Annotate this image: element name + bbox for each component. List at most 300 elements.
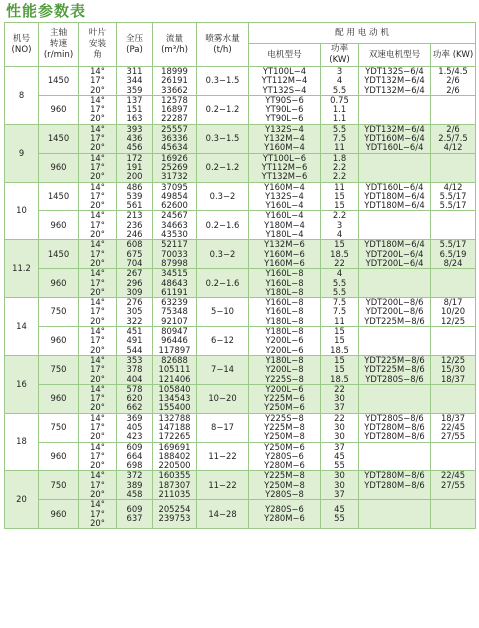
motor-model-cell-value: YT100L−4	[262, 66, 307, 76]
power-cell-value: 15	[334, 364, 345, 375]
dual-model-cell	[359, 211, 431, 240]
page-title: 性能参数表	[6, 2, 87, 20]
flow-cell	[153, 298, 197, 327]
pressure-cell	[117, 384, 153, 413]
dual-model-cell-value	[359, 443, 430, 452]
motor-model-cell-value: Y132S−4	[265, 190, 304, 201]
dual-power-cell-value	[431, 514, 475, 523]
angle-cell	[79, 269, 117, 298]
motor-model-cell-value: YT112M−4	[261, 75, 308, 86]
dual-model-cell-value	[359, 461, 430, 470]
machine-no: 11.2	[5, 240, 39, 298]
pressure-cell-value: 305	[126, 306, 143, 317]
flow-cell-value: 16926	[161, 152, 188, 163]
flow-cell	[153, 153, 197, 182]
flow-cell-value: 188402	[158, 450, 191, 461]
pressure-cell-value: 662	[126, 402, 143, 413]
machine-no: 14	[5, 298, 39, 356]
dual-model-cell-value	[359, 346, 430, 355]
pressure-cell-value: 486	[126, 181, 143, 192]
power-cell-value: 5.5	[332, 277, 347, 288]
motor-model-cell-value: Y280S−6	[265, 450, 304, 461]
angle-cell-value: 14°	[90, 210, 105, 221]
pressure-cell-value: 378	[126, 364, 143, 375]
flow-cell-value: 121406	[158, 373, 191, 384]
pressure-cell	[117, 211, 153, 240]
motor-model-cell-value: YT112M−6	[261, 161, 308, 172]
dual-model-cell-value: YDT280M−8/6	[364, 431, 425, 442]
dual-power-cell	[431, 355, 476, 384]
dual-power-cell-value	[431, 172, 475, 181]
pressure-cell-value: 213	[126, 210, 143, 221]
motor-model-cell	[249, 182, 321, 211]
spray-cell: 0.3−1.5	[197, 67, 249, 96]
pressure-cell-value: 191	[126, 161, 143, 172]
flow-cell-value: 169691	[158, 441, 191, 452]
angle-cell-value: 20°	[90, 402, 105, 413]
pressure-cell-value: 322	[126, 315, 143, 326]
power-cell-value: 1.1	[332, 104, 347, 115]
power-cell	[321, 240, 359, 269]
dual-power-cell-value: 2.5/7.5	[438, 133, 468, 144]
table-row	[5, 67, 476, 96]
table-row	[5, 413, 476, 442]
dual-power-cell	[431, 124, 476, 153]
power-cell-value: 37	[334, 402, 345, 413]
pressure-cell-value: 344	[126, 75, 143, 86]
spray-cell: 0.2−1.2	[197, 153, 249, 182]
angle-cell	[79, 67, 117, 96]
dual-power-cell	[431, 211, 476, 240]
power-cell-value: 3	[336, 219, 343, 230]
dual-model-cell-value	[359, 230, 430, 239]
dual-model-cell-value	[359, 172, 430, 181]
pressure-cell	[117, 500, 153, 529]
angle-cell-value: 17°	[90, 508, 105, 519]
pressure-cell-value: 539	[126, 190, 143, 201]
power-cell-value: 45	[334, 450, 345, 461]
dual-power-cell-value	[431, 279, 475, 288]
dual-power-cell	[431, 153, 476, 182]
dual-model-cell	[359, 269, 431, 298]
flow-cell	[153, 269, 197, 298]
angle-cell-value: 17°	[90, 75, 105, 86]
dual-power-cell-value: 22/45	[440, 470, 466, 481]
dual-model-cell-value: YDT160L−6/4	[365, 142, 424, 153]
power-cell-value: 22	[334, 412, 345, 423]
angle-cell-value: 14°	[90, 297, 105, 308]
pressure-cell-value: 609	[126, 504, 143, 514]
speed-cell: 960	[39, 269, 79, 298]
motor-model-cell-value: Y250M−8	[264, 431, 305, 442]
header-speed: 主轴 转速 (r/min)	[39, 23, 79, 67]
motor-model-cell	[249, 500, 321, 529]
power-cell-value: 2.2	[332, 210, 347, 221]
dual-power-cell-value: 12/25	[440, 315, 466, 326]
flow-cell-value: 92107	[161, 315, 188, 326]
dual-power-cell-value	[431, 327, 475, 336]
dual-model-cell-value: YDT160L−6/4	[365, 181, 424, 192]
motor-model-cell	[249, 298, 321, 327]
power-cell-value: 1.8	[332, 152, 347, 163]
power-cell-value: 11	[334, 181, 345, 192]
pressure-cell-value: 458	[126, 489, 143, 500]
spray-cell: 0.3−2	[197, 182, 249, 211]
motor-model-cell-value: Y160L−4	[265, 200, 304, 211]
dual-power-cell	[431, 442, 476, 471]
speed-cell: 1450	[39, 240, 79, 269]
dual-power-cell-value	[431, 163, 475, 172]
flow-cell-value: 52117	[161, 239, 188, 250]
power-cell-value: 22	[334, 257, 345, 268]
motor-model-cell	[249, 471, 321, 500]
power-cell-value: 15	[334, 239, 345, 250]
angle-cell-value: 14°	[90, 152, 105, 163]
angle-cell	[79, 355, 117, 384]
flow-cell	[153, 240, 197, 269]
table-row	[5, 355, 476, 384]
spray-cell: 10−20	[197, 384, 249, 413]
power-cell-value: 37	[334, 441, 345, 452]
motor-model-cell	[249, 153, 321, 182]
spray-cell: 8−17	[197, 413, 249, 442]
flow-cell-value: 239753	[158, 513, 191, 524]
motor-model-cell-value: Y225M−6	[264, 393, 305, 404]
pressure-cell	[117, 442, 153, 471]
flow-cell-value: 105840	[158, 383, 191, 394]
motor-model-cell-value: Y280M−6	[264, 460, 305, 471]
dual-model-cell-value: YDT280S−8/6	[365, 373, 424, 384]
flow-cell-value: 75348	[161, 306, 188, 317]
flow-cell-value: 147188	[158, 421, 191, 432]
spray-cell: 11−22	[197, 442, 249, 471]
angle-cell-value: 14°	[90, 268, 105, 279]
power-cell	[321, 153, 359, 182]
dual-model-cell	[359, 240, 431, 269]
dual-model-cell	[359, 327, 431, 356]
flow-cell-value: 220500	[158, 460, 191, 471]
angle-cell-value: 17°	[90, 421, 105, 432]
angle-cell	[79, 240, 117, 269]
power-cell-value: 5.5	[332, 84, 347, 95]
motor-model-cell-value: Y160M−4	[264, 142, 305, 153]
flow-cell-value: 26191	[161, 75, 188, 86]
angle-cell-value: 17°	[90, 306, 105, 317]
flow-cell-value: 43530	[161, 229, 188, 240]
dual-power-cell-value	[431, 269, 475, 278]
dual-model-cell-value: YDT132M−6/4	[364, 123, 425, 134]
motor-model-cell-value: Y132S−4	[265, 123, 304, 134]
dual-power-cell-value	[431, 105, 475, 114]
dual-power-cell	[431, 327, 476, 356]
dual-model-cell-value: YDT280S−8/6	[365, 412, 424, 423]
dual-model-cell-value	[359, 490, 430, 499]
motor-model-cell-value: Y225S−8	[265, 412, 304, 423]
flow-cell	[153, 384, 197, 413]
dual-model-cell-value: YDT180M−6/4	[364, 200, 425, 211]
angle-cell-value: 20°	[90, 489, 105, 500]
dual-model-cell	[359, 442, 431, 471]
header-pressure: 全压 (Pa)	[117, 23, 153, 67]
motor-model-cell-value: YT132M−6	[261, 171, 308, 182]
angle-cell	[79, 211, 117, 240]
power-cell-value: 30	[334, 393, 345, 404]
dual-model-cell-value	[359, 403, 430, 412]
dual-model-cell-value: YDT225M−8/6	[364, 364, 425, 375]
motor-model-cell-value: Y250M−8	[264, 479, 305, 490]
angle-cell-value: 20°	[90, 460, 105, 471]
dual-power-cell-value: 12/25	[440, 354, 466, 365]
power-cell-value: 1.1	[332, 113, 347, 124]
machine-no: 9	[5, 124, 39, 182]
speed-cell: 960	[39, 500, 79, 529]
speed-cell: 750	[39, 471, 79, 500]
dual-power-cell-value	[431, 461, 475, 470]
dual-model-cell-value: YDT280M−8/6	[364, 470, 425, 481]
dual-power-cell-value	[431, 96, 475, 105]
motor-model-cell	[249, 269, 321, 298]
motor-model-cell-value: Y280M−6	[264, 513, 305, 524]
power-cell	[321, 95, 359, 124]
flow-cell-value: 134543	[158, 393, 191, 404]
pressure-cell	[117, 298, 153, 327]
pressure-cell	[117, 182, 153, 211]
pressure-cell-value: 637	[126, 513, 143, 524]
pressure-cell-value: 393	[126, 123, 143, 134]
angle-cell	[79, 442, 117, 471]
angle-cell	[79, 413, 117, 442]
power-cell-value: 45	[334, 504, 345, 514]
angle-cell-value: 17°	[90, 393, 105, 404]
pressure-cell-value: 137	[126, 94, 143, 105]
flow-cell-value: 12578	[161, 94, 188, 105]
flow-cell-value: 48643	[161, 277, 188, 288]
table-row	[5, 124, 476, 153]
dual-model-cell-value	[359, 96, 430, 105]
dual-power-cell-value	[431, 452, 475, 461]
flow-cell-value: 172265	[158, 431, 191, 442]
dual-power-cell	[431, 269, 476, 298]
dual-power-cell-value: 22/45	[440, 421, 466, 432]
flow-cell-value: 34663	[161, 219, 188, 230]
table-row	[5, 182, 476, 211]
header-angle: 叶片 安装 角	[79, 23, 117, 67]
angle-cell	[79, 153, 117, 182]
motor-model-cell	[249, 240, 321, 269]
speed-cell: 960	[39, 442, 79, 471]
dual-model-cell	[359, 124, 431, 153]
dual-power-cell-value: 6.5/19	[439, 248, 467, 259]
dual-power-cell-value	[431, 394, 475, 403]
dual-power-cell	[431, 471, 476, 500]
pressure-cell-value: 369	[126, 412, 143, 423]
angle-cell-value: 20°	[90, 171, 105, 182]
angle-cell-value: 14°	[90, 441, 105, 452]
pressure-cell-value: 704	[126, 257, 143, 268]
power-cell-value: 30	[334, 431, 345, 442]
motor-model-cell-value: Y200L−6	[265, 383, 304, 394]
power-cell	[321, 413, 359, 442]
table-row	[5, 500, 476, 529]
flow-cell	[153, 67, 197, 96]
power-cell-value: 37	[334, 489, 345, 500]
dual-model-cell-value: YDT200L−8/6	[365, 297, 424, 308]
dual-power-cell-value	[431, 221, 475, 230]
dual-power-cell-value	[431, 346, 475, 355]
flow-cell	[153, 182, 197, 211]
machine-no: 16	[5, 355, 39, 413]
pressure-cell-value: 608	[126, 239, 143, 250]
pressure-cell-value: 309	[126, 286, 143, 297]
pressure-cell-value: 267	[126, 268, 143, 279]
dual-model-cell-value: YDT132M−6/4	[364, 75, 425, 86]
dual-power-cell-value: 15/30	[440, 364, 466, 375]
power-cell-value: 7.5	[332, 297, 347, 308]
power-cell-value: 18.5	[330, 248, 349, 259]
dual-power-cell-value	[431, 403, 475, 412]
performance-table-wrapper	[4, 22, 475, 529]
speed-cell: 960	[39, 95, 79, 124]
motor-model-cell-value: Y225M−8	[264, 470, 305, 481]
angle-cell-value: 14°	[90, 326, 105, 337]
flow-cell-value: 70033	[161, 248, 188, 259]
dual-model-cell	[359, 182, 431, 211]
spray-cell: 5−10	[197, 298, 249, 327]
pressure-cell	[117, 124, 153, 153]
dual-power-cell-value: 4/12	[443, 181, 463, 192]
power-cell	[321, 355, 359, 384]
dual-model-cell-value	[359, 452, 430, 461]
flow-cell-value: 63239	[161, 297, 188, 308]
motor-model-cell	[249, 442, 321, 471]
motor-model-cell	[249, 413, 321, 442]
header-power: 功率 (KW)	[321, 44, 359, 67]
pressure-cell	[117, 327, 153, 356]
table-row	[5, 153, 476, 182]
power-cell-value: 11	[334, 142, 345, 153]
speed-cell: 960	[39, 327, 79, 356]
motor-model-cell	[249, 124, 321, 153]
flow-cell-value: 25557	[161, 123, 188, 134]
angle-cell-value: 17°	[90, 277, 105, 288]
dual-model-cell-value: YDT132S−6/4	[365, 66, 424, 76]
dual-power-cell-value	[431, 443, 475, 452]
performance-table	[4, 22, 476, 529]
flow-cell	[153, 95, 197, 124]
dual-power-cell-value: 5.5/17	[439, 190, 467, 201]
machine-no: 10	[5, 182, 39, 240]
pressure-cell-value: 675	[126, 248, 143, 259]
angle-cell-value: 14°	[90, 94, 105, 105]
dual-model-cell-value	[359, 279, 430, 288]
dual-model-cell-value	[359, 385, 430, 394]
header-motor-model: 电机型号	[249, 44, 321, 67]
dual-power-cell-value	[431, 505, 475, 514]
power-cell-value: 4	[336, 268, 343, 279]
dual-power-cell-value: 18/37	[440, 412, 466, 423]
motor-model-cell-value: Y160M−4	[264, 181, 305, 192]
motor-model-cell-value: YT132S−4	[262, 84, 307, 95]
pressure-cell-value: 451	[126, 326, 143, 337]
motor-model-cell-value: Y180L−4	[265, 229, 304, 240]
header-no: 机号 (NO)	[5, 23, 39, 67]
angle-cell-value: 20°	[90, 200, 105, 211]
dual-model-cell-value	[359, 154, 430, 163]
pressure-cell-value: 359	[126, 84, 143, 95]
pressure-cell-value: 372	[126, 470, 143, 481]
dual-power-cell-value	[431, 230, 475, 239]
dual-model-cell-value: YDT180M−6/4	[364, 239, 425, 250]
power-cell-value: 15	[334, 354, 345, 365]
power-cell-value: 15	[334, 335, 345, 346]
dual-power-cell-value	[431, 288, 475, 297]
dual-power-cell-value: 27/55	[440, 431, 466, 442]
flow-cell-value: 160355	[158, 470, 191, 481]
flow-cell-value: 80947	[161, 326, 188, 337]
spray-cell: 0.3−1.5	[197, 124, 249, 153]
flow-cell-value: 117897	[158, 344, 191, 355]
spray-cell: 6−12	[197, 327, 249, 356]
speed-cell: 960	[39, 153, 79, 182]
machine-no: 20	[5, 471, 39, 529]
motor-model-cell-value: YT90S−6	[265, 94, 304, 105]
motor-model-cell-value: Y280S−8	[265, 489, 304, 500]
power-cell-value: 2.2	[332, 161, 347, 172]
spray-cell: 0.3−2	[197, 240, 249, 269]
header-dual-model: 双速电机型号	[359, 44, 431, 67]
flow-cell-value: 22287	[161, 113, 188, 124]
flow-cell-value: 82688	[161, 354, 188, 365]
header-dual-power: 功率 (KW)	[431, 44, 476, 67]
flow-cell	[153, 500, 197, 529]
dual-power-cell	[431, 95, 476, 124]
power-cell-value: 18.5	[330, 373, 349, 384]
spray-cell: 0.2−1.2	[197, 95, 249, 124]
pressure-cell-value: 163	[126, 113, 143, 124]
pressure-cell	[117, 413, 153, 442]
pressure-cell	[117, 355, 153, 384]
pressure-cell-value: 609	[126, 441, 143, 452]
power-cell-value: 5.5	[332, 123, 347, 134]
power-cell	[321, 182, 359, 211]
power-cell-value: 3	[336, 66, 343, 76]
pressure-cell-value: 389	[126, 479, 143, 490]
flow-cell	[153, 211, 197, 240]
pressure-cell-value: 436	[126, 133, 143, 144]
dual-power-cell-value: 10/20	[440, 306, 466, 317]
dual-power-cell	[431, 240, 476, 269]
flow-cell-value: 33662	[161, 84, 188, 95]
power-cell-value: 4	[336, 75, 343, 86]
machine-no: 18	[5, 413, 39, 471]
dual-power-cell	[431, 413, 476, 442]
power-cell	[321, 269, 359, 298]
angle-cell	[79, 182, 117, 211]
motor-model-cell-value: Y160L−8	[265, 268, 304, 279]
pressure-cell-value: 151	[126, 104, 143, 115]
flow-cell-value: 18999	[161, 66, 188, 76]
power-cell-value: 5.5	[332, 286, 347, 297]
pressure-cell-value: 404	[126, 373, 143, 384]
flow-cell-value: 31732	[161, 171, 188, 182]
pressure-cell-value: 353	[126, 354, 143, 365]
motor-model-cell-value: Y180L−8	[265, 286, 304, 297]
dual-model-cell-value	[359, 505, 430, 514]
motor-model-cell-value: Y200L−6	[265, 344, 304, 355]
flow-cell-value: 37095	[161, 181, 188, 192]
spray-cell: 14−28	[197, 500, 249, 529]
header-spray: 喷雾水量 (t/h)	[197, 23, 249, 67]
